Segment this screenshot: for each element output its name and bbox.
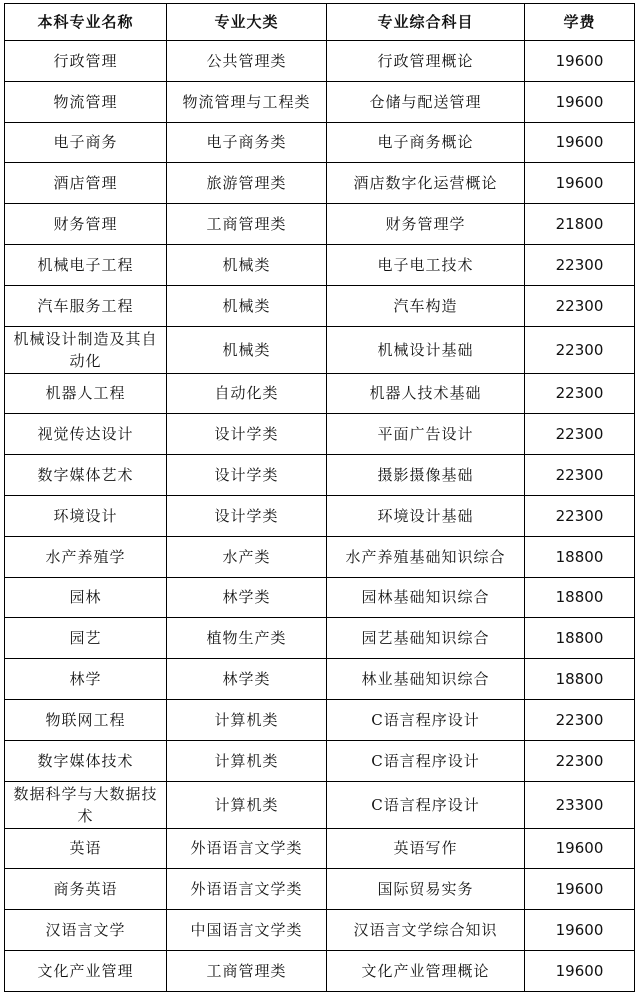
table-row xyxy=(5,577,635,618)
cell-major: 视觉传达设计 xyxy=(5,414,167,455)
cell-major: 机械电子工程 xyxy=(5,244,167,285)
table-row xyxy=(5,122,635,163)
table-row xyxy=(5,455,635,496)
header-fee: 学费 xyxy=(525,4,635,41)
table-body xyxy=(5,41,635,992)
cell-fee: 19600 xyxy=(525,828,635,869)
cell-subject: 电子电工技术 xyxy=(327,244,525,285)
table-row xyxy=(5,740,635,781)
cell-fee: 22300 xyxy=(525,699,635,740)
cell-subject: C语言程序设计 xyxy=(327,781,525,828)
cell-major: 园林 xyxy=(5,577,167,618)
cell-subject: 国际贸易实务 xyxy=(327,869,525,910)
header-major: 本科专业名称 xyxy=(5,4,167,41)
cell-major: 数据科学与大数据技术 xyxy=(5,781,167,828)
cell-category: 计算机类 xyxy=(167,740,327,781)
cell-category: 自动化类 xyxy=(167,373,327,414)
cell-major: 电子商务 xyxy=(5,122,167,163)
cell-subject: 酒店数字化运营概论 xyxy=(327,163,525,204)
cell-subject: C语言程序设计 xyxy=(327,699,525,740)
cell-major: 数字媒体艺术 xyxy=(5,455,167,496)
cell-category: 公共管理类 xyxy=(167,41,327,82)
cell-fee: 19600 xyxy=(525,910,635,951)
cell-subject: 行政管理概论 xyxy=(327,41,525,82)
table-row xyxy=(5,373,635,414)
cell-subject: 平面广告设计 xyxy=(327,414,525,455)
header-category: 专业大类 xyxy=(167,4,327,41)
cell-fee: 19600 xyxy=(525,950,635,991)
cell-category: 计算机类 xyxy=(167,781,327,828)
cell-major: 物联网工程 xyxy=(5,699,167,740)
cell-major: 汽车服务工程 xyxy=(5,285,167,326)
cell-category: 机械类 xyxy=(167,326,327,373)
cell-category: 外语语言文学类 xyxy=(167,828,327,869)
cell-category: 林学类 xyxy=(167,577,327,618)
cell-major: 英语 xyxy=(5,828,167,869)
cell-subject: 仓储与配送管理 xyxy=(327,81,525,122)
table-row xyxy=(5,618,635,659)
cell-subject: C语言程序设计 xyxy=(327,740,525,781)
cell-category: 设计学类 xyxy=(167,414,327,455)
table-row xyxy=(5,41,635,82)
cell-major: 酒店管理 xyxy=(5,163,167,204)
table-row xyxy=(5,81,635,122)
cell-fee: 22300 xyxy=(525,285,635,326)
cell-subject: 电子商务概论 xyxy=(327,122,525,163)
cell-category: 机械类 xyxy=(167,244,327,285)
cell-category: 物流管理与工程类 xyxy=(167,81,327,122)
cell-category: 设计学类 xyxy=(167,495,327,536)
cell-category: 水产类 xyxy=(167,536,327,577)
cell-fee: 22300 xyxy=(525,244,635,285)
cell-major: 园艺 xyxy=(5,618,167,659)
cell-subject: 财务管理学 xyxy=(327,204,525,245)
table-row xyxy=(5,910,635,951)
cell-subject: 摄影摄像基础 xyxy=(327,455,525,496)
table-row xyxy=(5,244,635,285)
cell-fee: 18800 xyxy=(525,618,635,659)
cell-category: 植物生产类 xyxy=(167,618,327,659)
cell-major: 数字媒体技术 xyxy=(5,740,167,781)
cell-fee: 22300 xyxy=(525,740,635,781)
cell-fee: 18800 xyxy=(525,536,635,577)
cell-major: 汉语言文学 xyxy=(5,910,167,951)
cell-category: 中国语言文学类 xyxy=(167,910,327,951)
cell-subject: 英语写作 xyxy=(327,828,525,869)
cell-subject: 汉语言文学综合知识 xyxy=(327,910,525,951)
cell-subject: 汽车构造 xyxy=(327,285,525,326)
cell-major: 商务英语 xyxy=(5,869,167,910)
cell-major: 行政管理 xyxy=(5,41,167,82)
cell-subject: 机械设计基础 xyxy=(327,326,525,373)
cell-fee: 19600 xyxy=(525,163,635,204)
cell-category: 设计学类 xyxy=(167,455,327,496)
cell-major: 物流管理 xyxy=(5,81,167,122)
cell-fee: 23300 xyxy=(525,781,635,828)
majors-fee-table xyxy=(4,3,635,992)
cell-fee: 19600 xyxy=(525,869,635,910)
cell-fee: 22300 xyxy=(525,373,635,414)
table-row xyxy=(5,781,635,828)
cell-subject: 水产养殖基础知识综合 xyxy=(327,536,525,577)
cell-subject: 机器人技术基础 xyxy=(327,373,525,414)
cell-category: 外语语言文学类 xyxy=(167,869,327,910)
table-row xyxy=(5,659,635,700)
table-row xyxy=(5,163,635,204)
cell-fee: 18800 xyxy=(525,577,635,618)
header-subject: 专业综合科目 xyxy=(327,4,525,41)
cell-fee: 19600 xyxy=(525,122,635,163)
table-row xyxy=(5,285,635,326)
cell-fee: 22300 xyxy=(525,326,635,373)
table-row xyxy=(5,950,635,991)
cell-subject: 园艺基础知识综合 xyxy=(327,618,525,659)
cell-major: 文化产业管理 xyxy=(5,950,167,991)
table-row xyxy=(5,326,635,373)
cell-major: 林学 xyxy=(5,659,167,700)
table-header-row xyxy=(5,4,635,41)
table-row xyxy=(5,536,635,577)
cell-fee: 19600 xyxy=(525,41,635,82)
cell-category: 机械类 xyxy=(167,285,327,326)
cell-fee: 22300 xyxy=(525,495,635,536)
cell-major: 机械设计制造及其自动化 xyxy=(5,326,167,373)
cell-fee: 22300 xyxy=(525,455,635,496)
cell-fee: 22300 xyxy=(525,414,635,455)
cell-subject: 园林基础知识综合 xyxy=(327,577,525,618)
table-row xyxy=(5,699,635,740)
cell-fee: 21800 xyxy=(525,204,635,245)
cell-major: 机器人工程 xyxy=(5,373,167,414)
table-row xyxy=(5,495,635,536)
cell-category: 旅游管理类 xyxy=(167,163,327,204)
cell-fee: 19600 xyxy=(525,81,635,122)
cell-category: 计算机类 xyxy=(167,699,327,740)
cell-subject: 环境设计基础 xyxy=(327,495,525,536)
cell-category: 工商管理类 xyxy=(167,950,327,991)
cell-category: 电子商务类 xyxy=(167,122,327,163)
cell-subject: 林业基础知识综合 xyxy=(327,659,525,700)
cell-category: 林学类 xyxy=(167,659,327,700)
table-row xyxy=(5,204,635,245)
cell-major: 环境设计 xyxy=(5,495,167,536)
cell-category: 工商管理类 xyxy=(167,204,327,245)
cell-major: 财务管理 xyxy=(5,204,167,245)
table-row xyxy=(5,869,635,910)
table-row xyxy=(5,414,635,455)
cell-major: 水产养殖学 xyxy=(5,536,167,577)
table-row xyxy=(5,828,635,869)
cell-fee: 18800 xyxy=(525,659,635,700)
cell-subject: 文化产业管理概论 xyxy=(327,950,525,991)
